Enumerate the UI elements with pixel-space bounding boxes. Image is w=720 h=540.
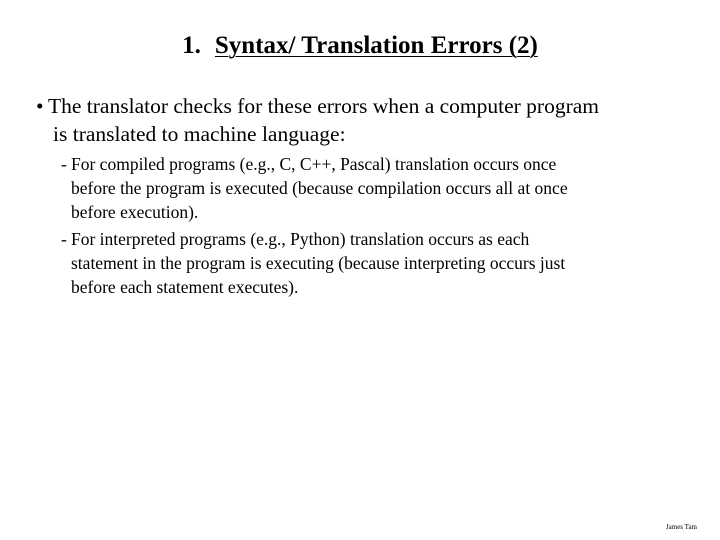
sub-bullet-line: before the program is executed (because compilation occurs all at once	[71, 178, 568, 198]
sub-bullet-line: For interpreted programs (e.g., Python) translation occurs as each	[71, 229, 530, 249]
sub-bullet-marker: -	[61, 229, 67, 249]
sub-bullet-interpreted	[61, 227, 681, 299]
sub-bullet-marker: -	[61, 154, 67, 174]
sub-bullet-line: before each statement executes).	[71, 277, 299, 297]
title-text: Syntax/ Translation Errors (2)	[214, 32, 538, 59]
main-bullet	[36, 92, 686, 148]
sub-bullet-line: before execution).	[71, 202, 199, 222]
sub-bullet-line: For compiled programs (e.g., C, C++, Pascal) translation occurs once	[71, 154, 557, 174]
bullet-marker: •	[36, 94, 44, 118]
title-number: 1.	[182, 32, 201, 59]
bullet-line: is translated to machine language:	[53, 122, 346, 146]
bullet-line: The translator checks for these errors when a computer program	[48, 94, 600, 118]
sub-bullet-compiled	[61, 152, 681, 224]
footer-author: James Tam	[665, 523, 697, 531]
bullet-text	[36, 92, 686, 148]
sub-bullet-line: statement in the program is executing (because interpreting occurs just	[71, 253, 566, 273]
slide-title	[0, 29, 720, 63]
